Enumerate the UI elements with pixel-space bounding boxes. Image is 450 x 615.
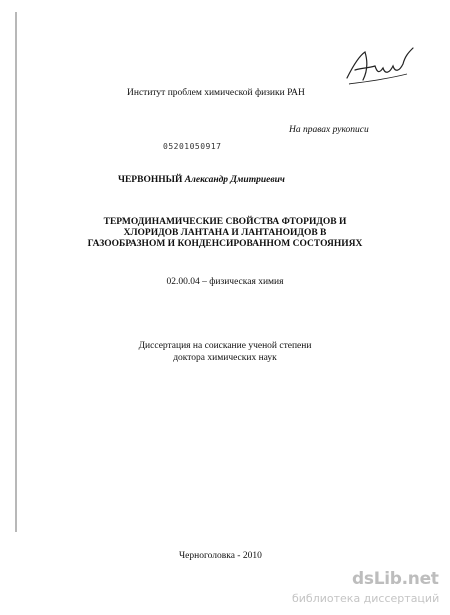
title-line: ХЛОРИДОВ ЛАНТАНА И ЛАНТАНОИДОВ В bbox=[123, 228, 327, 238]
title-line: ТЕРМОДИНАМИЧЕСКИЕ СВОЙСТВА ФТОРИДОВ И bbox=[103, 217, 347, 227]
institute-name: Институт проблем химической физики РАН bbox=[127, 88, 305, 98]
watermark-logo: dsLib.net bbox=[352, 569, 439, 589]
degree-line: доктора химических наук bbox=[173, 352, 277, 363]
registration-code: 05201050917 bbox=[163, 142, 222, 151]
author-given-names: Александр Дмитриевич bbox=[184, 175, 285, 185]
rights-note: На правах рукописи bbox=[289, 125, 369, 135]
scan-edge-line bbox=[15, 12, 17, 532]
specialty-code: 02.00.04 – физическая химия bbox=[166, 277, 284, 287]
watermark-subtitle: библиотека диссертаций bbox=[292, 592, 440, 605]
thesis-title bbox=[0, 217, 450, 250]
degree-line: Диссертация на соискание ученой степени bbox=[138, 341, 312, 351]
handwritten-signature bbox=[343, 44, 415, 88]
dissertation-degree bbox=[0, 341, 450, 364]
author-surname: ЧЕРВОННЫЙ bbox=[118, 175, 183, 185]
place-and-year: Черноголовка - 2010 bbox=[179, 551, 262, 561]
author-name bbox=[118, 175, 285, 185]
title-line: ГАЗООБРАЗНОМ И КОНДЕНСИРОВАННОМ СОСТОЯНИЯХ bbox=[87, 239, 363, 249]
